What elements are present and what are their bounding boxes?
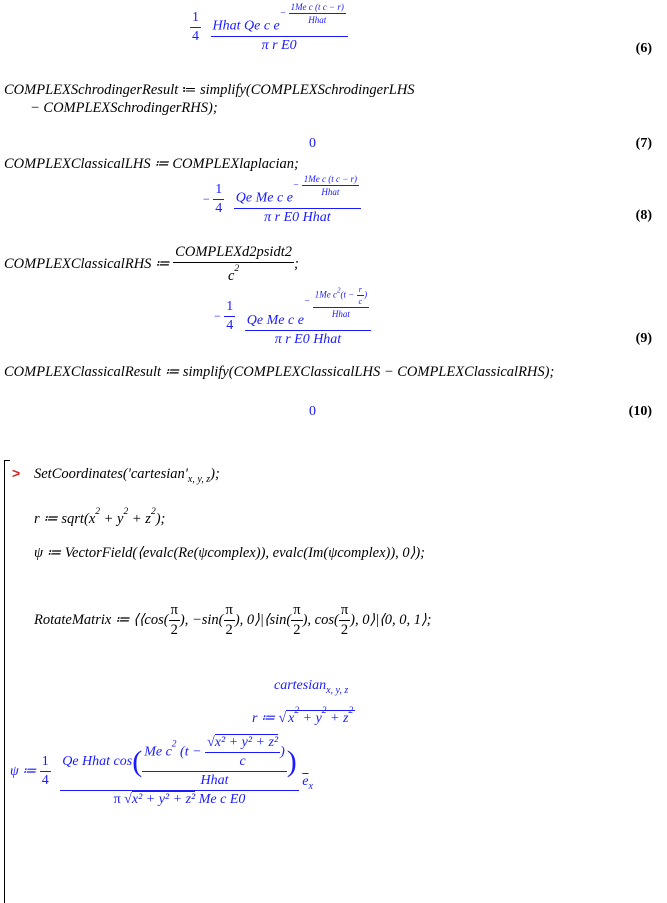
seg4: ), cos( [302,612,339,628]
function-name: SetCoordinates [34,466,123,482]
input-schrodinger-result-cont[interactable] [30,100,218,117]
cmd-vectorfield[interactable] [34,545,425,562]
numerator: Hhat Qe c e [212,18,280,34]
power: 2 [294,706,300,716]
two: 2 [293,622,301,638]
input-schrodinger-result[interactable] [4,82,415,99]
exp-numerator: 1Me c (t c − r) [303,174,358,184]
coef-num: 1 [192,10,199,26]
result-coordinates [274,678,348,696]
denominator: π r E0 [261,37,297,53]
radicand: x² + y² + z² [214,735,279,750]
assign-op: ≔ [178,82,200,98]
lhs: ψ ≔ VectorField [34,545,133,561]
lhs: ψ ≔ [10,764,37,779]
exp-denominator: Hhat [331,309,350,319]
exp-sign: − [303,297,311,308]
lhs: COMPLEXClassicalRHS ≔ [4,256,174,272]
exp-numerator: 1Me c (t c − r) [290,2,344,12]
equation-label-7: (7) [635,136,652,151]
terminator: ; [160,511,166,527]
pi: π [340,602,349,618]
coef-num: 1 [226,299,234,315]
args-line1: (COMPLEXSchrodingerLHS [245,82,415,98]
two: 2 [225,622,233,638]
inner-denominator: Hhat [200,773,229,788]
prompt-marker: > [12,465,21,481]
coord-name: cartesian [274,678,327,693]
bracket-top-tick [4,460,10,461]
exp-denominator: Hhat [308,15,327,25]
numerator: Qe Me c e [246,313,304,329]
equation-label-8: (8) [635,208,652,223]
equation-label-6: (6) [635,41,652,56]
power: 2 [150,507,156,517]
power: 2 [348,706,354,716]
exp-r: r [358,285,362,294]
unit-vector-sub: x [308,780,313,792]
coef-den: 4 [41,773,49,788]
terminator: ; [293,256,299,272]
pi: π [170,602,178,618]
output-7: 0 [309,136,316,151]
terminator: ); [210,466,220,482]
radicand: x² + y² + z² [131,792,196,807]
inner-factor: Me c [144,744,172,760]
numerator: COMPLEXd2psidt2 [175,244,292,260]
seg5: ), 0⟩|⟨0, 0, 1⟩; [350,612,432,628]
lhs: r ≔ [252,711,275,726]
argument: ('cartesian' [122,466,188,482]
output-9: − $\frac{1}{4}$ Qe Me c $e^{- 1Me c^2(t - \frac{r}{c} ) Hhat}$ π r E0 Hhat [214,285,371,348]
input-classical-result[interactable]: COMPLEXClassicalResult ≔ simplify(COMPLEXClassicalLHS − COMPLEXClassicalRHS); [4,364,555,380]
cmd-rotate-matrix[interactable] [34,602,432,639]
var-y: y [117,511,124,527]
pi: π [113,792,121,807]
var-z: z [342,711,349,726]
execution-group-bracket[interactable] [4,460,5,903]
function-name: simplify [200,82,246,98]
output-10: 0 [309,404,316,419]
exp-c: c [358,297,363,306]
power: 2 [321,706,327,716]
args-line2: − COMPLEXSchrodingerRHS); [30,100,218,116]
exp-t: t − [343,289,355,300]
var-y: y [315,711,322,726]
seg3: ), 0⟩|⟨sin( [234,612,292,628]
equation-label-10: (10) [628,404,652,419]
inner-power: 2 [171,739,177,750]
seg1: ⟨⟨cos( [133,612,169,628]
result-r: r ≔ √ $x^2 + y^2 + z^2$ [252,706,354,726]
seg2: ), −sin( [179,612,224,628]
denominator: π r E0 Hhat [264,209,331,225]
power: 2 [95,507,100,517]
var-z: z [145,511,151,527]
coef-num: 1 [215,182,223,198]
pi: π [225,602,233,618]
t-term: t − [184,744,202,760]
exp-sign: − [292,180,300,191]
var-x: x [88,511,96,527]
denominator: π r E0 Hhat [274,332,342,348]
lhs: RotateMatrix ≔ [34,612,134,628]
exp-sign: − [279,8,287,19]
two: 2 [170,622,178,638]
subscript: x, y, z [326,685,349,696]
cmd-set-coordinates[interactable] [34,466,220,485]
coef-num: 1 [41,754,49,769]
coef-den: 4 [226,318,234,334]
unit-vector: $\overline{e}$ [302,773,309,789]
output-6 [190,2,348,54]
numerator-prefix: Qe Hhat cos [62,754,133,769]
output-8 [203,174,361,226]
subscript: x, y, z [187,474,211,485]
exponent: 2 [234,264,240,274]
var-x: x [288,711,295,726]
input-classical-rhs[interactable] [4,244,299,285]
sign: − [214,308,221,323]
sign: − [203,192,210,207]
cmd-define-r[interactable]: r ≔ $sqrt(x^2 + y^2 + z^2)$; [34,507,166,527]
two: 2 [340,622,349,638]
numerator: Qe Me c e [235,190,293,206]
body: (⟨evalc(Re(ψcomplex)), evalc(Im(ψcomplex)), 0⟩); [132,545,425,561]
pi: π [293,602,301,618]
denominator: c [227,268,235,284]
exp-factor: 1Me c [314,289,337,300]
c-denominator: c [239,754,246,769]
input-classical-lhs[interactable]: COMPLEXClassicalLHS ≔ COMPLEXlaplacian; [4,156,299,172]
equation-label-9: (9) [635,331,652,346]
denominator-tail: Me c E0 [198,792,246,807]
exp-power: 2 [336,286,341,295]
result-psi: ψ ≔ $\frac{1}{4}$ Qe Hhat cos ( Me $c^2$ (t − $\frac{\text{√x² + y² + z²}}{c}$ ) Hhat ) π √x² + y² + z² Me c E0 $\overline{e}_x$ [10,735,313,807]
exp-denominator: Hhat [321,187,340,197]
coef-den: 4 [215,201,223,217]
power: 2 [123,507,129,517]
lhs: COMPLEXSchrodingerResult [4,82,179,98]
lhs: r ≔ sqrt [34,511,84,527]
coef-den: 4 [192,29,199,45]
